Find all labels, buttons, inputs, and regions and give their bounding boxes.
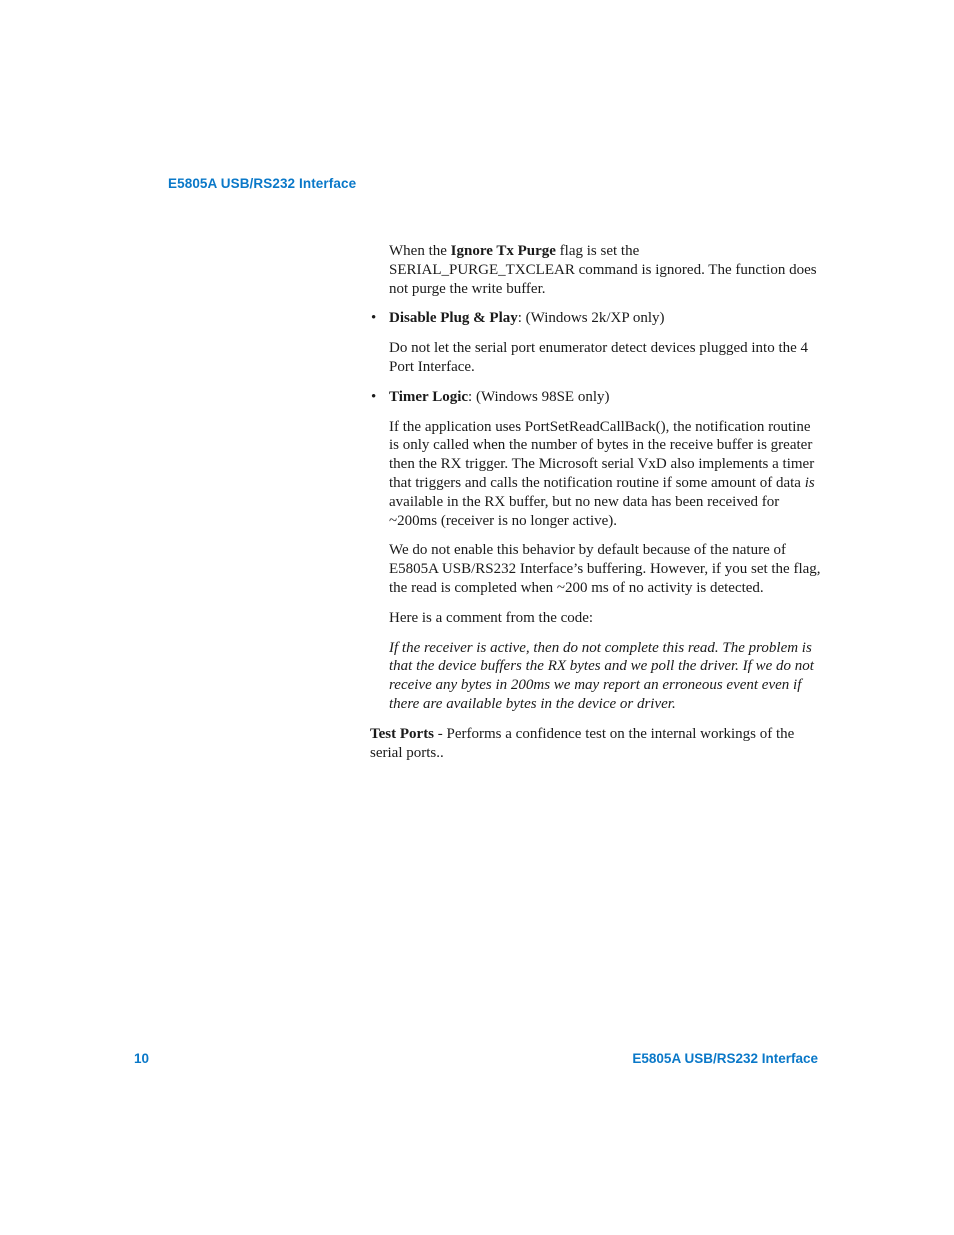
default-behavior-paragraph: We do not enable this behavior by default because of the nature of E5805A USB/RS232 Interface’s buffering. However, if you set the flag, the read is completed when ~200 ms of no activity is detected. [389, 542, 821, 596]
bullet-disable-plug-play [370, 309, 822, 328]
bullet-mark: • [371, 388, 377, 405]
main-content [370, 242, 822, 773]
timer-logic-suffix: : (Windows 98SE only) [468, 388, 610, 405]
page-number: 10 [134, 1051, 150, 1066]
test-ports-description: - Performs a confidence test on the internal workings of the serial ports.. [370, 725, 795, 761]
ignore-tx-paragraph [389, 242, 822, 298]
timer-logic-term: Timer Logic [389, 388, 469, 405]
test-ports-paragraph [370, 725, 822, 763]
ignore-tx-term: Ignore Tx Purge [450, 243, 556, 259]
comment-intro: Here is a comment from the code: [389, 609, 594, 626]
timer-desc-emphasis: is [804, 474, 815, 491]
test-ports-term: Test Ports [370, 725, 435, 742]
disable-plug-play-term: Disable Plug & Play [389, 310, 518, 327]
bullet-mark: • [371, 310, 377, 327]
disable-plug-play-suffix: : (Windows 2k/XP only) [517, 310, 665, 327]
running-header: E5805A USB/RS232 Interface [168, 176, 357, 191]
disable-plug-play-description: Do not let the serial port enumerator detect devices plugged into the 4 Port Interface. [389, 340, 809, 375]
ignore-tx-suffix: flag is set the SERIAL_PURGE_TXCLEAR command is ignored. The function does not purge the write buffer. [389, 243, 817, 297]
timer-logic-description [389, 418, 822, 531]
footer-title: E5805A USB/RS232 Interface [632, 1051, 818, 1066]
code-comment: If the receiver is active, then do not complete this read. The problem is that the device buffers the RX bytes and we poll the driver. If we do not receive any bytes in 200ms we may report an erroneous event even if there are available bytes in the device or driver. [389, 639, 814, 712]
timer-desc-prefix: If the application uses PortSetReadCallBack(), the notification routine is only called when the number of bytes in the receive buffer is greater then the RX trigger. The Microsoft serial VxD also implements a timer that triggers and calls the notification routine if some amount of data [389, 418, 815, 491]
bullet-timer-logic [370, 388, 822, 407]
timer-desc-suffix: available in the RX buffer, but no new data has been received for ~200ms (receiver is no longer active). [389, 493, 780, 529]
ignore-tx-prefix: When the [389, 243, 451, 259]
